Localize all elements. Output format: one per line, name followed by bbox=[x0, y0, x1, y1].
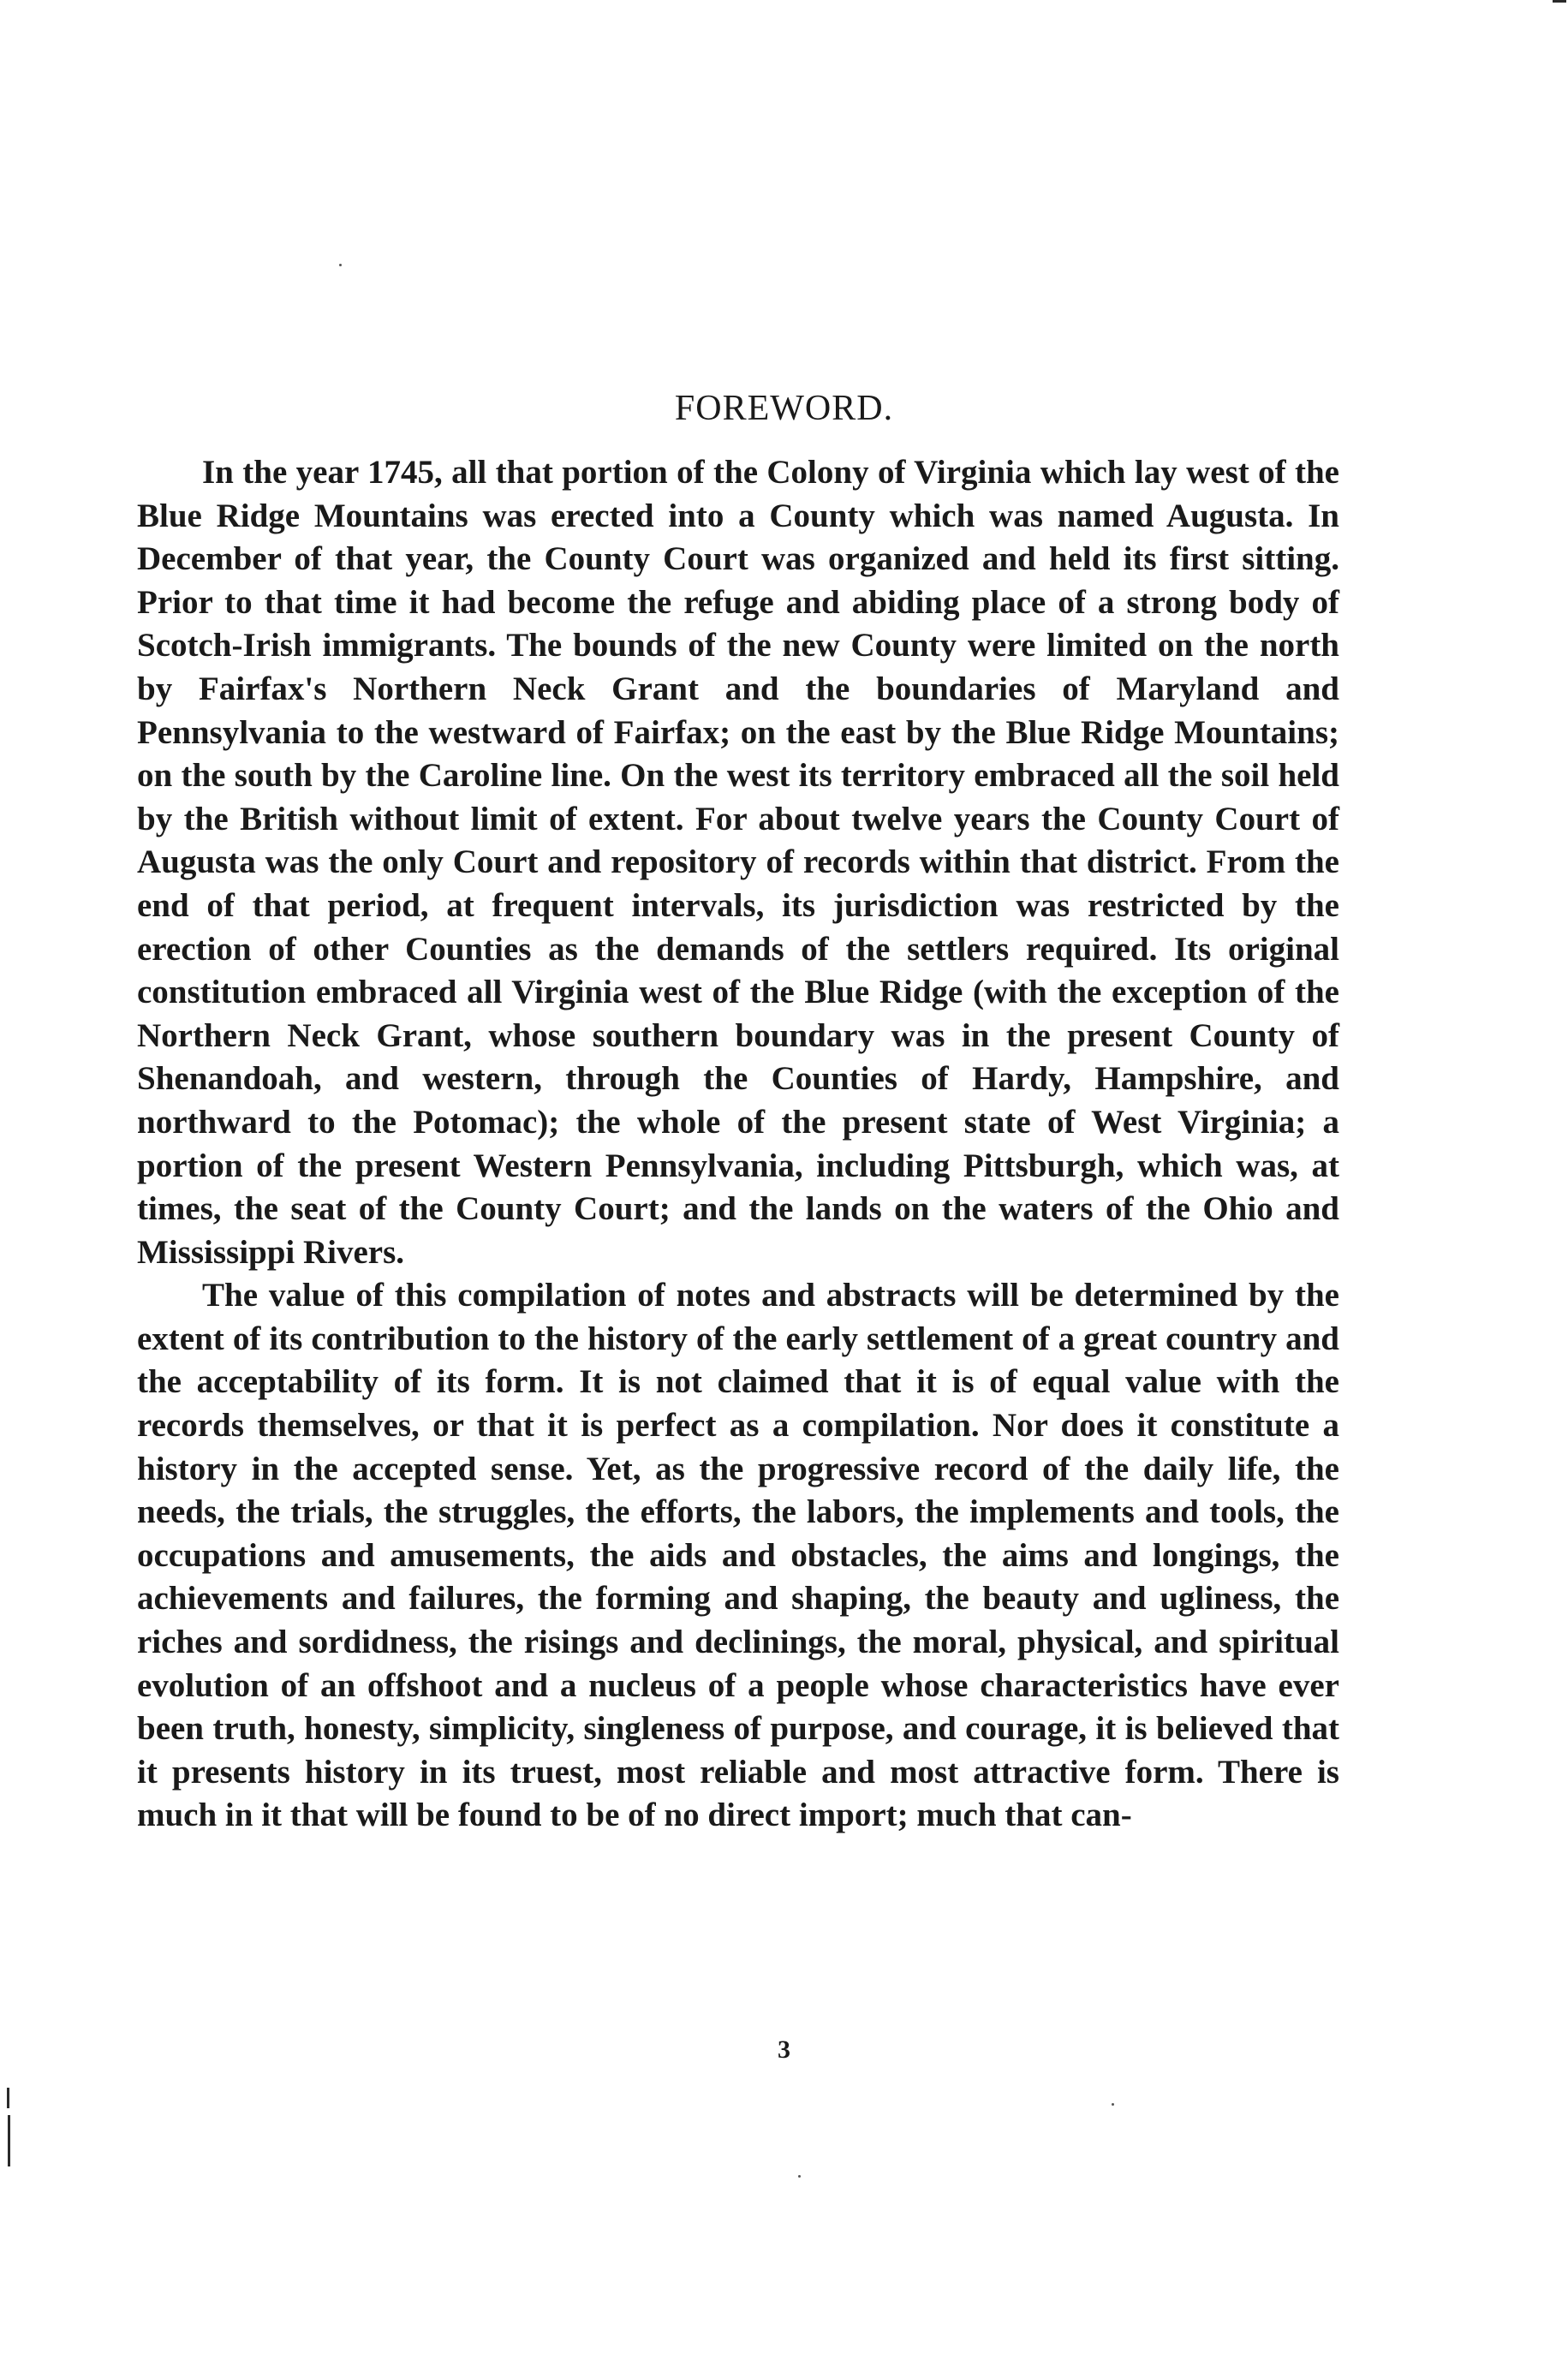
scan-speck bbox=[798, 2175, 801, 2178]
paragraph-2: The value of this compilation of notes and abstracts will be determined by the extent of its contribution to the history of the early settlement of a great country and the acceptability of its form. It is not claimed that it is of equal value with the records themselves, or that it is perfect as a compilation. Nor does it constitute a history in the accepted sense. Yet, as the progressive record of the daily life, the needs, the trials, the struggles, the efforts, the labors, the implements and tools, the occupations and amusements, the aids and obstacles, the aims and longings, the achievements and failures, the forming and shaping, the beauty and ugliness, the riches and sordidness, the risings and declinings, the moral, physical, and spiritual evolution of an offshoot and a nucleus of a people whose characteristics have ever been truth, honesty, simplicity, singleness of purpose, and courage, it is believed that it presents history in its truest, most reliable and most attractive form. There is much in it that will be found to be of no direct import; much that can- bbox=[137, 1277, 1339, 1834]
scan-mark bbox=[7, 2088, 9, 2108]
scan-mark bbox=[8, 2115, 10, 2166]
page-number: 3 bbox=[778, 2035, 790, 2064]
scan-speck bbox=[1112, 2103, 1114, 2106]
body-text bbox=[137, 451, 1339, 1838]
scan-mark bbox=[1553, 0, 1566, 3]
paragraph-1: In the year 1745, all that portion of the Colony of Virginia which lay west of the Blue Ridge Mountains was erected into a County which was named Augusta. In December of that year, the County Court was organized and held its first sitting. Prior to that time it had become the refuge and abiding place of a strong body of Scotch-Irish immigrants. The bounds of the new County were limited on the north by Fairfax's Northern Neck Grant and the boundaries of Maryland and Pennsylvania to the westward of Fairfax; on the east by the Blue Ridge Mountains; on the south by the Caroline line. On the west its territory embraced all the soil held by the British without limit of extent. For about twelve years the County Court of Augusta was the only Court and repository of records within that district. From the end of that period, at frequent intervals, its jurisdiction was restricted by the erection of other Counties as the demands of the settlers required. Its original constitution embraced all Virginia west of the Blue Ridge (with the exception of the Northern Neck Grant, whose southern boundary was in the present County of Shenandoah, and western, through the Counties of Hardy, Hampshire, and northward to the Potomac); the whole of the present state of West Virginia; a portion of the present Western Pennsylvania, including Pittsburgh, which was, at times, the seat of the County Court; and the lands on the waters of the Ohio and Mississippi Rivers. bbox=[137, 454, 1339, 1271]
scan-speck bbox=[339, 264, 342, 266]
page-title: FOREWORD. bbox=[674, 389, 894, 429]
